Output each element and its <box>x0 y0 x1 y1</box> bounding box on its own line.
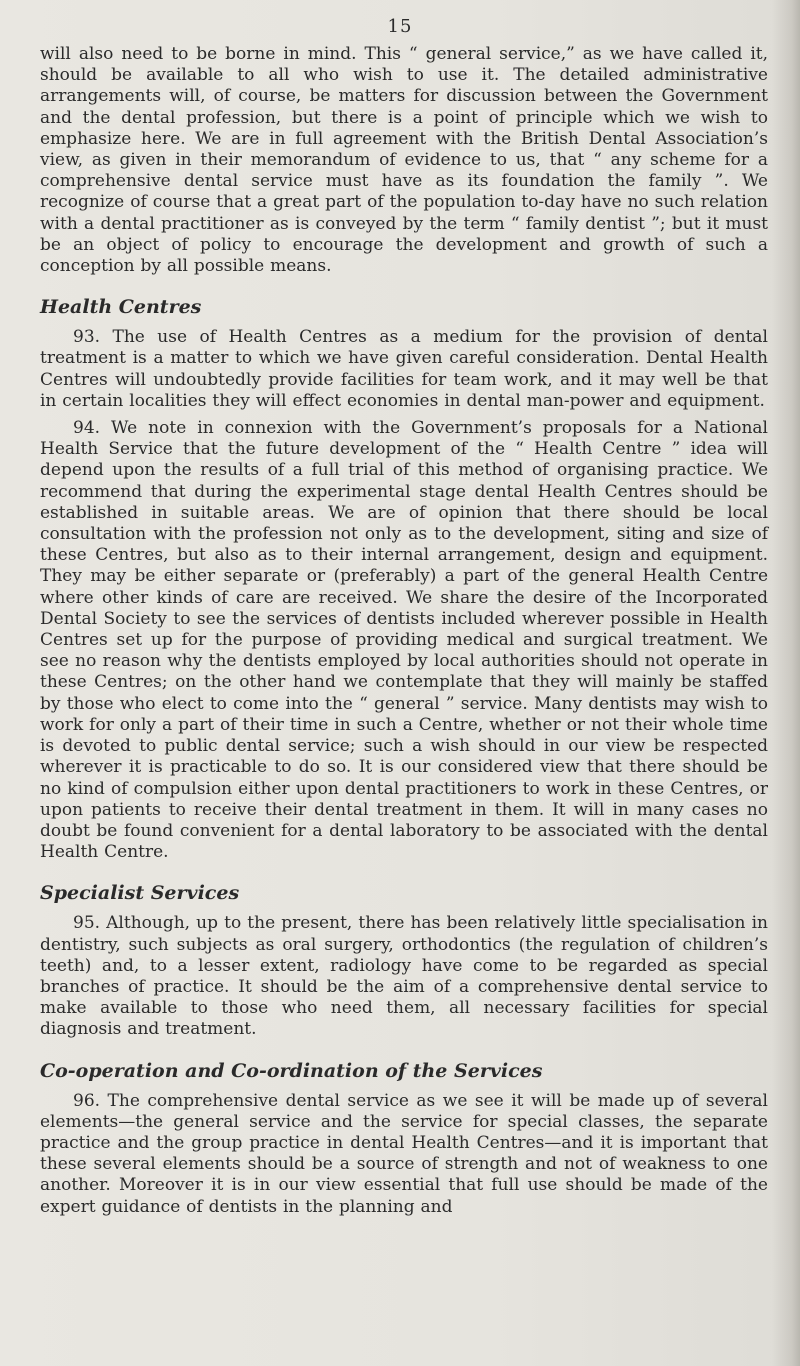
page-body <box>40 44 768 1218</box>
paragraph-96: 96. The comprehensive dental service as we see it will be made up of several elements—the general service and the service for special classes, the separate practice and the group practice in dental Health Centres—and it is important that these several elements should be a source of strength and not of weakness to one another. Moreover it is in our view essential that full use should be made of the expert guidance of dentists in the planning and <box>40 1090 768 1217</box>
heading-cooperation: Co-operation and Co-ordination of the Services <box>40 1059 543 1082</box>
page-number: 15 <box>387 16 413 37</box>
heading-health-centres: Health Centres <box>40 296 202 319</box>
paragraph-intro: will also need to be borne in mind. This “ general service,” as we have called it, should be available to all who wish to use it. The detailed administrative arrangements will, of course, be matters for discussion between the Government and the dental profession, but there is a point of principle which we wish to emphasize here. We are in full agreement with the British Dental Association’s view, as given in their memorandum of evidence to us, that “ any scheme for a comprehensive dental service must have as its foundation the family ”. We recognize of course that a great part of the population to-day have no such relation with a dental practitioner as is conveyed by the term “ family dentist ”; but it must be an object of policy to encourage the development and growth of such a conception by all possible means. <box>40 44 768 277</box>
paragraph-95: 95. Although, up to the present, there has been relatively little specialisation in dentistry, such subjects as oral surgery, orthodontics (the regulation of children’s teeth) and, to a lesser extent, radiology have come to be regarded as special branches of practice. It should be the aim of a comprehensive dental service to make available to those who need them, all necessary facilities for special diagnosis and treatment. <box>40 913 768 1040</box>
heading-specialist-services: Specialist Services <box>40 882 240 905</box>
page-edge-shadow <box>772 0 800 1366</box>
paragraph-94: 94. We note in connexion with the Government’s proposals for a National Health Service that the future development of the “ Health Centre ” idea will depend upon the results of a full trial of this method of organising practice. We recommend that during the experimental stage dental Health Centres should be established in suitable areas. We are of opinion that there should be local consultation with the profession not only as to the development, siting and size of these Centres, but also as to their internal arrangement, design and equipment. They may be either separate or (preferably) a part of the general Health Centre where other kinds of care are received. We share the desire of the Incorporated Dental Society to see the services of dentists included wherever possible in Health Centres set up for the purpose of providing medical and surgical treatment. We see no reason why the dentists employed by local authorities should not operate in these Centres; on the other hand we contemplate that they will mainly be staffed by those who elect to come into the “ general ” service. Many dentists may wish to work for only a part of their time in such a Centre, whether or not their whole time is devoted to public dental service; such a wish should in our view be respected wherever it is practicable to do so. It is our considered view that there should be no kind of compulsion either upon dental practitioners to work in these Centres, or upon patients to receive their dental treatment in them. It will in many cases no doubt be found convenient for a dental laboratory to be associated with the dental Health Centre. <box>40 418 768 863</box>
paragraph-93: 93. The use of Health Centres as a medium for the provision of dental treatment is a matter to which we have given careful consideration. Dental Health Centres will undoubtedly provide facilities for team work, and it may well be that in certain localities they will effect economies in dental man-power and equipment. <box>40 327 768 411</box>
